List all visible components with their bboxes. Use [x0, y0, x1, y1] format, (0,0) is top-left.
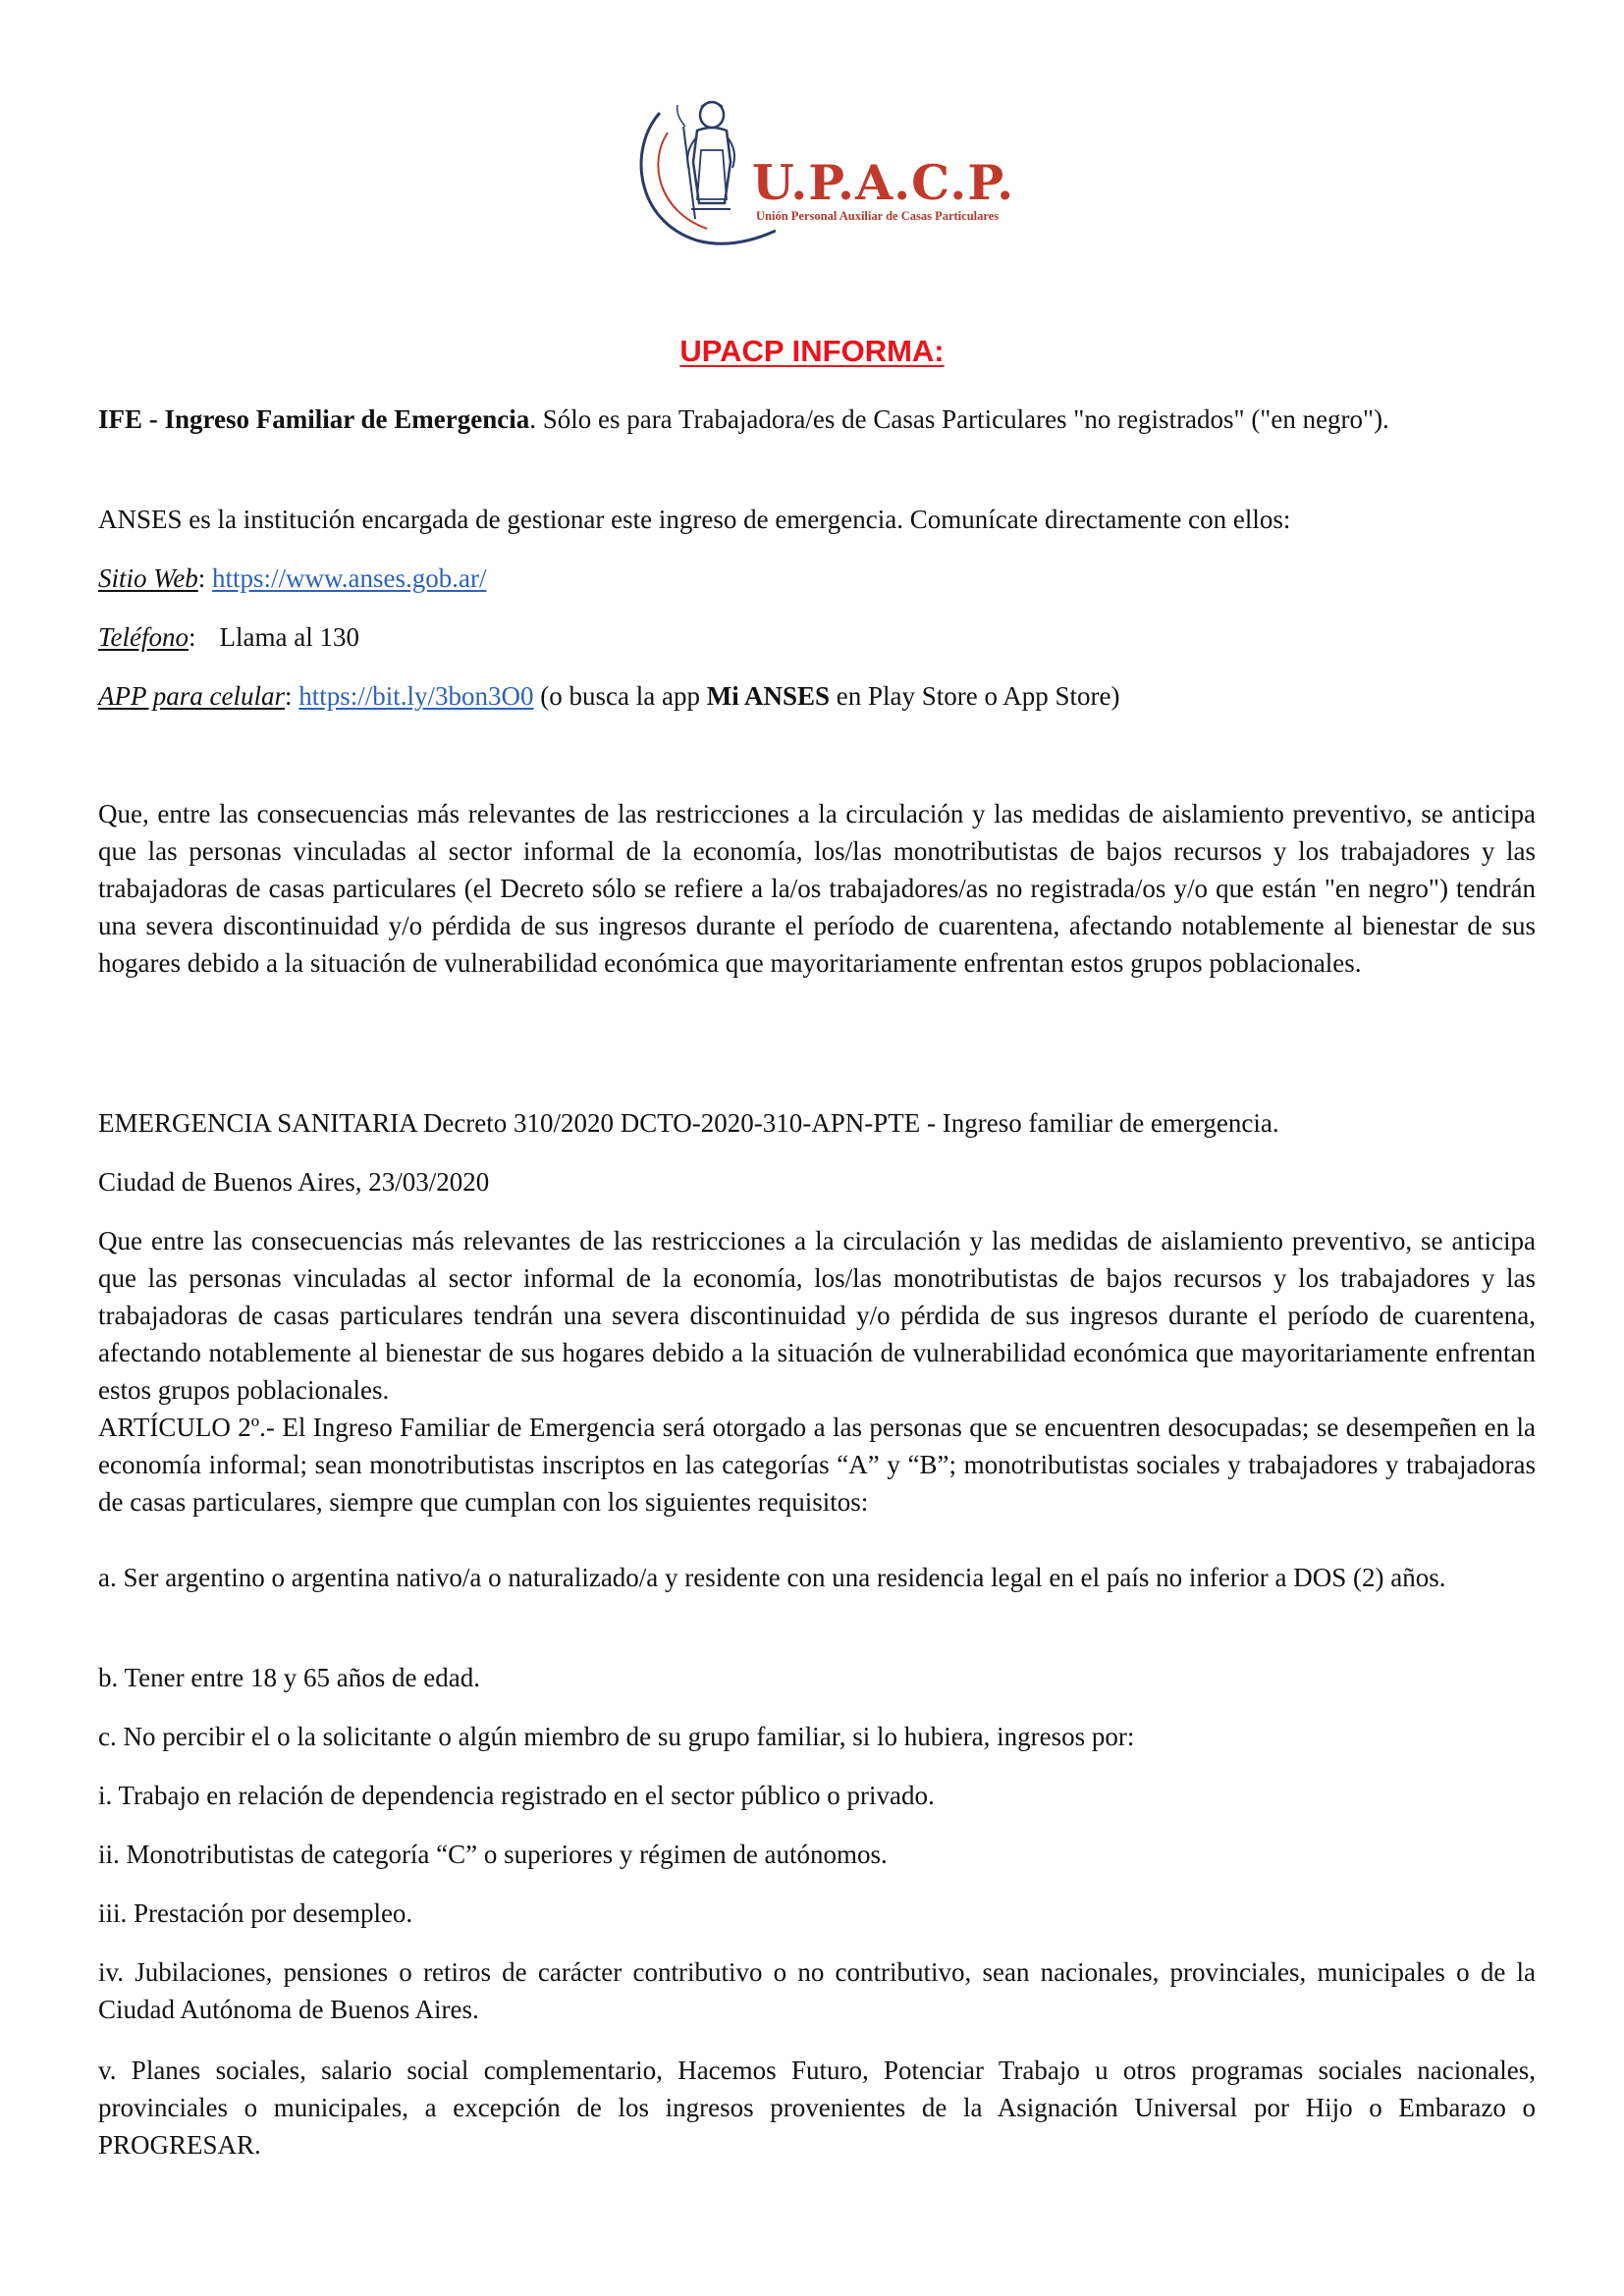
web-sep: : [197, 563, 206, 593]
decree-place-date: Ciudad de Buenos Aires, 23/03/2020 [98, 1167, 490, 1197]
decree-considerations: Que entre las consecuencias más relevantes de las restricciones a la circulación y las medidas de aislamiento preventivo, se anticipa que las personas vinculadas al sector informal de la economía, los/las monotributistas de bajos recursos y los trabajadores y las trabajadoras de casas particulares tendrán una severa discontinuidad y/o pérdida de sus ingresos durante el período de cuarentena, afectando notablemente al bienestar de sus hogares debido a la situación de vulnerabilidad económica que mayoritariamente enfrentan estos grupos poblacionales. [98, 1226, 1536, 1405]
app-name: Mi ANSES [706, 681, 831, 711]
requirement-a: a. Ser argentino o argentina nativo/a o naturalizado/a y residente con una residencia legal en el país no inferior a DOS (2) años. [98, 1563, 1446, 1592]
context-paragraph: Que, entre las consecuencias más relevantes de las restricciones a la circulación y las medidas de aislamiento preventivo, se anticipa que las personas vinculadas al sector informal de la economía, los/las monotributistas de bajos recursos y los trabajadores y las trabajadoras de casas particulares (el Decreto sólo se refiere a la/os trabajadores/as no registrada/os y/o que están "en negro") tendrán una severa discontinuidad y/o pérdida de sus ingresos durante el período de cuarentena, afectando notablemente al bienestar de sus hogares debido a la situación de vulnerabilidad económica que mayoritariamente enfrentan estos grupos poblacionales. [98, 799, 1536, 978]
page-title: UPACP INFORMA: [679, 334, 945, 368]
requirement-b: b. Tener entre 18 y 65 años de edad. [98, 1663, 480, 1692]
anses-website-link[interactable]: https://www.anses.gob.ar/ [212, 563, 487, 593]
app-label: APP para celular [98, 681, 285, 711]
anses-paragraph: ANSES es la institución encargada de gestionar este ingreso de emergencia. Comunícate directamente con ellos: [98, 505, 1291, 534]
app-download-link[interactable]: https://bit.ly/3bon3O0 [298, 681, 534, 711]
exclusion-iii: iii. Prestación por desempleo. [98, 1898, 413, 1928]
requirement-c: c. No percibir el o la solicitante o algún miembro de su grupo familiar, si lo hubiera, ingresos por: [98, 1722, 1135, 1751]
contact-phone [98, 618, 1536, 656]
exclusion-v: v. Planes sociales, salario social complementario, Hacemos Futuro, Potenciar Trabajo u otros programas sociales nacionales, provinciales o municipales, a excepción de los ingresos provenientes de la Asignación Universal por Hijo o Embarazo o PROGRESAR. [98, 2056, 1536, 2160]
contact-app [98, 677, 1536, 715]
logo-subtitle: Unión Personal Auxiliar de Casas Particulares [756, 209, 1000, 223]
ife-description: . Sólo es para Trabajadora/es de Casas Particulares "no registrados" ("en negro"). [529, 404, 1389, 434]
phone-sep: : [189, 622, 196, 652]
exclusion-i: i. Trabajo en relación de dependencia registrado en el sector público o privado. [98, 1781, 935, 1810]
article-2: ARTÍCULO 2º.- El Ingreso Familiar de Emergencia será otorgado a las personas que se encuentren desocupadas; se desempeñen en la economía informal; sean monotributistas inscriptos en las categorías “A” y “B”; monotributistas sociales y trabajadores y trabajadoras de casas particulares, siempre que cumplan con los siguientes requisitos: [98, 1413, 1536, 1517]
exclusion-ii: ii. Monotributistas de categoría “C” o superiores y régimen de autónomos. [98, 1840, 888, 1869]
ife-title: IFE - Ingreso Familiar de Emergencia [98, 404, 530, 434]
app-sep: : [284, 681, 293, 711]
web-label: Sitio Web [98, 563, 198, 593]
decree-title: EMERGENCIA SANITARIA Decreto 310/2020 DCTO-2020-310-APN-PTE - Ingreso familiar de emergencia. [98, 1108, 1279, 1138]
app-text-post: en Play Store o App Store) [830, 681, 1120, 711]
exclusion-iv: iv. Jubilaciones, pensiones o retiros de carácter contributivo o no contributivo, sean nacionales, provinciales, municipales o de la Ciudad Autónoma de Buenos Aires. [98, 1957, 1536, 2024]
ife-paragraph [98, 400, 1536, 438]
app-text-pre: (o busca la app [533, 681, 707, 711]
phone-label: Teléfono [98, 622, 189, 652]
contact-web [98, 560, 1536, 597]
logo-title: U.P.A.C.P. [752, 154, 1015, 211]
phone-value: Llama al 130 [219, 622, 359, 652]
upacp-logo [628, 93, 1015, 250]
